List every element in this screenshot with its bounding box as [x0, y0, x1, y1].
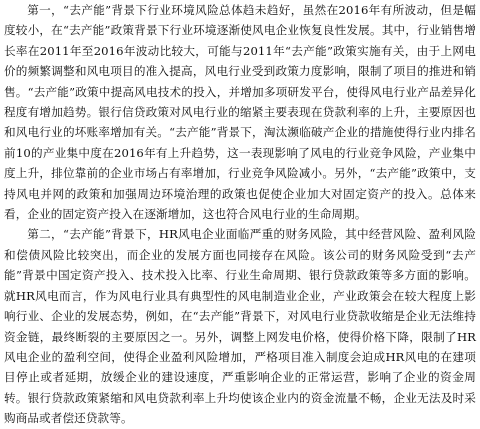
- paragraph-2: 第二，“去产能”背景下，HR风电企业面临严重的财务风险，其中经营风险、盈利风险和偿债风险比较突出，而企业的发展方面也同接存在风险。该公司的财务风险受到“去产能”背景中国定资产投入、技术投入比率、行业生命周期、银行贷款政策等多方面的影响。就HR风电而言，作为风电行业具有典型性的风电制造业企业，产业政策会在较大程度上影响行业、企业的发展态势，例如，在“去产能”背景下，对风电行业贷款收缩是企业无法维持资金链，最终断裂的主要原因之一。另外，调整上网发电价格，使得价格下降，限制了HR风电企业的盈利空间，使得企业盈利风险增加，严格项目准入制度会迫成HR风电的在建项目停止或者延期，放缓企业的建设速度，严重影响企业的正常运营，影响了企业的资金周转。银行贷款政策紧缩和风电贷款利率上升均使该企业内的资金流量不畅，企业无法及时采购商品或者偿还贷款等。: [4, 227, 476, 426]
- paragraph-1: 第一，“去产能”背景下行业环境风险总体趋未趋好，虽然在2016年有所波动，但是幅度较小，在“去产能”政策背景下行业环境逐渐使风电企业恢复良性发展。其中，行业销售增长率在2011年至2016年波动比较大，可能与2011年“去产能”政策实施有关，由于上网电价的频繁调整和风电项目的准入提高，风电行业受到政策力度影响，限制了项目的推进和销售。“去产能”政策中提高风电技术的投入，并增加多项研发平台，使得风电行业产品差异化程度有增加趋势。银行信贷政策对风电行业的缩紧主要表现在贷款利率的上升，主要原因也和风电行业的坏账率增加有关。“去产能”背景下，淘汰濒临破产企业的措施使得行业内排名前10的产业集中度在2016年有上升趋势，这一表现影响了风电的行业竞争风险，产业集中度上升，排位靠前的企业市场占有率增加，行业竞争风险减小。另外，“去产能”政策中，支持风电并网的政策和加强周边环境治理的政策也促使企业加大对固定资产的投入。总体来看，企业的固定资产投入在逐渐增加，这也符合风电行业的生命周期。: [4, 3, 476, 222]
